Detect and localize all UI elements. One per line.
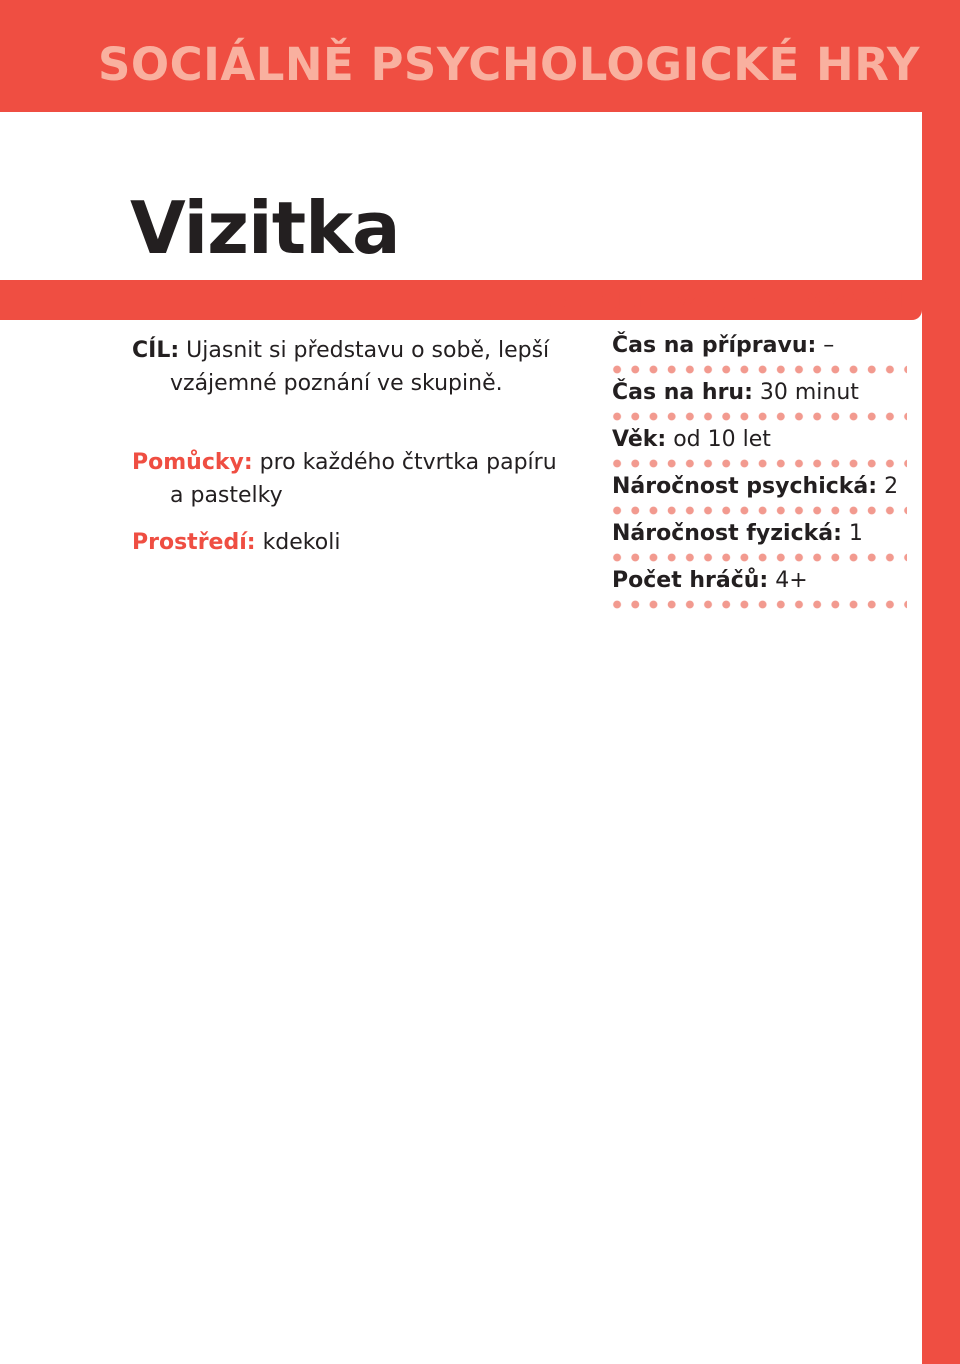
info-list — [612, 330, 907, 612]
info-row-player-count — [612, 565, 907, 597]
game-title: Vizitka — [130, 186, 400, 270]
goal-text: Ujasnit si představu o sobě, lepší vzájemné poznání ve skupině. — [170, 338, 550, 396]
info-label: Náročnost psychická: — [612, 474, 878, 499]
info-value: 4+ — [775, 568, 808, 593]
right-color-band — [922, 0, 960, 1364]
info-row-play-time — [612, 377, 907, 409]
dotted-divider — [612, 456, 907, 471]
series-header: SOCIÁLNĚ PSYCHOLOGICKÉ HRY — [97, 38, 920, 91]
info-row-psychological-difficulty — [612, 471, 907, 503]
game-details — [132, 334, 572, 559]
info-value: 2 — [884, 474, 899, 499]
info-label: Náročnost fyzická: — [612, 521, 842, 546]
tools-text: pro každého čtvrtka papíru a pastelky — [170, 450, 557, 508]
info-label: Počet hráčů: — [612, 568, 769, 593]
tools-paragraph — [132, 446, 572, 512]
info-label: Věk: — [612, 427, 667, 452]
environment-paragraph — [132, 526, 572, 559]
environment-text: kdekoli — [262, 530, 341, 555]
game-category: SEBEPOJETÍ, VZÁJEMNÉ POZNÁNÍ — [523, 288, 904, 312]
dotted-divider — [612, 550, 907, 565]
info-label: Čas na hru: — [612, 380, 753, 405]
dotted-divider — [612, 362, 907, 377]
info-value: 1 — [848, 521, 863, 546]
dotted-divider — [612, 503, 907, 518]
info-value: – — [823, 333, 835, 358]
info-label: Čas na přípravu: — [612, 333, 817, 358]
goal-label: CÍL: — [132, 338, 180, 363]
info-row-age — [612, 424, 907, 456]
info-row-physical-difficulty — [612, 518, 907, 550]
tools-label: Pomůcky: — [132, 450, 253, 475]
dotted-divider — [612, 409, 907, 424]
dotted-divider — [612, 597, 907, 612]
environment-label: Prostředí: — [132, 530, 256, 555]
info-value: 30 minut — [759, 380, 859, 405]
info-row-prep-time — [612, 330, 907, 362]
info-value: od 10 let — [673, 427, 771, 452]
goal-paragraph — [132, 334, 572, 400]
